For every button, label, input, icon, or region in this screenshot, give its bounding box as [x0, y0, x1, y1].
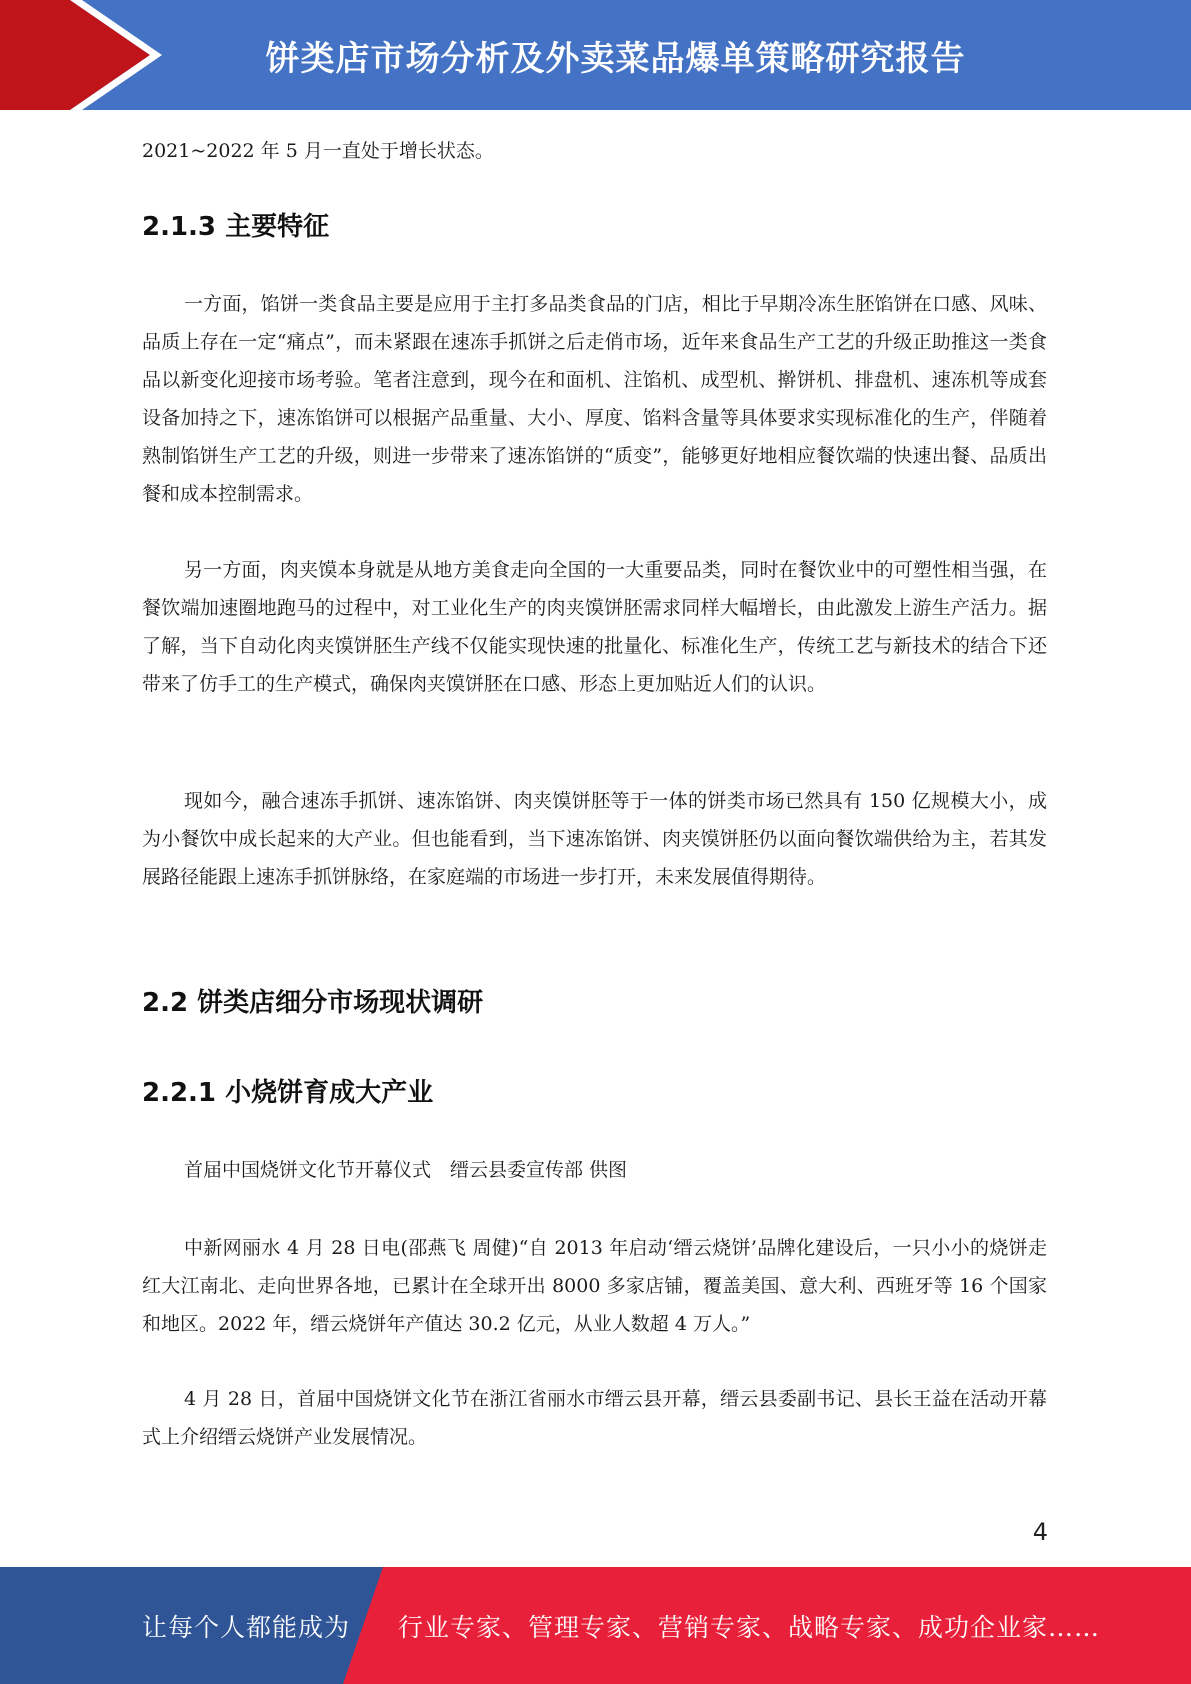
- intro-line: 2021~2022 年 5 月一直处于增长状态。: [142, 140, 494, 162]
- footer-slogan-right: 行业专家、管理专家、营销专家、战略专家、成功企业家……: [398, 1612, 1101, 1642]
- section-heading-2-2-1: 2.2.1 小烧饼育成大产业: [142, 1078, 434, 1108]
- paragraph: 现如今，融合速冻手抓饼、速冻馅饼、肉夹馍饼胚等于一体的饼类市场已然具有 150 亿规模大小，成为小餐饮中成长起来的大产业。但也能看到，当下速冻馅饼、肉夹馍饼胚仍以面向餐饮端供给为主，若其发展路径能跟上速冻手抓饼脉络，在家庭端的市场进一步打开，未来发展值得期待。: [142, 790, 1047, 888]
- paragraph: 4 月 28 日，首届中国烧饼文化节在浙江省丽水市缙云县开幕，缙云县委副书记、县长王益在活动开幕式上介绍缙云烧饼产业发展情况。: [142, 1388, 1047, 1448]
- section-heading-2-2: 2.2 饼类店细分市场现状调研: [142, 988, 484, 1018]
- footer-slogan-left: 让每个人都能成为: [142, 1612, 351, 1642]
- report-title: 饼类店市场分析及外卖菜品爆单策略研究报告: [265, 38, 966, 79]
- page-number: 4: [1032, 1518, 1048, 1546]
- paragraph: 一方面，馅饼一类食品主要是应用于主打多品类食品的门店，相比于早期冷冻生胚馅饼在口感、风味、品质上存在一定“痛点”，而未紧跟在速冻手抓饼之后走俏市场，近年来食品生产工艺的升级正助推这一类食品以新变化迎接市场考验。笔者注意到，现今在和面机、注馅机、成型机、擀饼机、排盘机、速冻机等成套设备加持之下，速冻馅饼可以根据产品重量、大小、厚度、馅料含量等具体要求实现标准化的生产，伴随着熟制馅饼生产工艺的升级，则进一步带来了速冻馅饼的“质变”，能够更好地相应餐饮端的快速出餐、品质出餐和成本控制需求。: [142, 293, 1047, 505]
- section-heading-2-1-3: 2.1.3 主要特征: [142, 212, 330, 242]
- image-caption: 首届中国烧饼文化节开幕仪式 缙云县委宣传部 供图: [184, 1159, 628, 1181]
- page-header: [0, 0, 1191, 110]
- paragraph: 另一方面，肉夹馍本身就是从地方美食走向全国的一大重要品类，同时在餐饮业中的可塑性相当强，在餐饮端加速圈地跑马的过程中，对工业化生产的肉夹馍饼胚需求同样大幅增长，由此激发上游生产活力。据了解，当下自动化肉夹馍饼胚生产线不仅能实现快速的批量化、标准化生产，传统工艺与新技术的结合下还带来了仿手工的生产模式，确保肉夹馍饼胚在口感、形态上更加贴近人们的认识。: [142, 559, 1047, 695]
- page-footer: [0, 1567, 1191, 1684]
- paragraph: 中新网丽水 4 月 28 日电(邵燕飞 周健)“自 2013 年启动‘缙云烧饼’品牌化建设后，一只小小的烧饼走红大江南北、走向世界各地，已累计在全球开出 8000 多家店铺，覆盖美国、意大利、西班牙等 16 个国家和地区。2022 年，缙云烧饼年产值达 30.2 亿元，从业人数超 4 万人。”: [142, 1237, 1047, 1335]
